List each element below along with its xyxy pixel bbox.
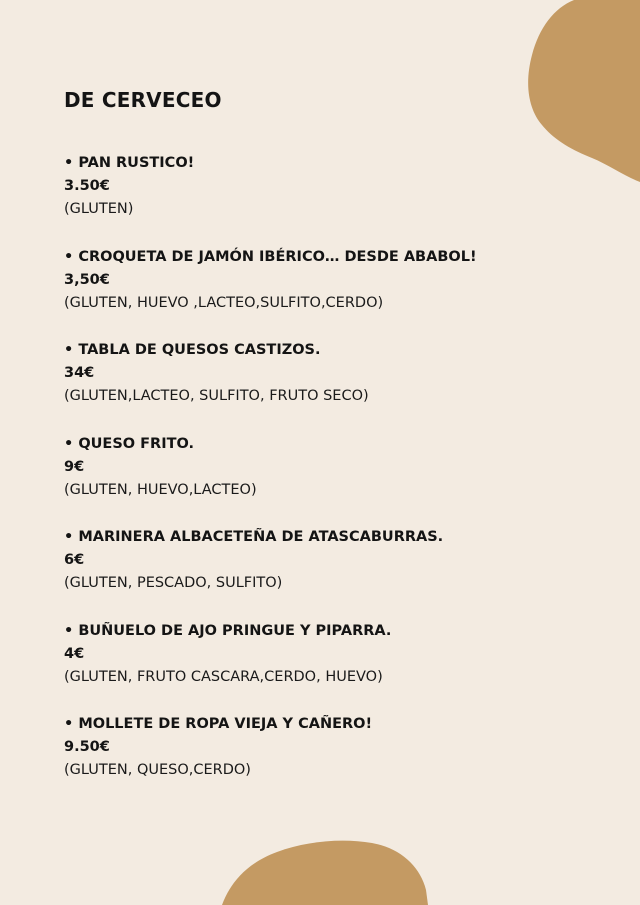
menu-item-price: 34€ <box>64 365 95 381</box>
menu-item <box>64 620 604 714</box>
menu-item-price: 3.50€ <box>64 178 110 194</box>
menu-item-allergens: (GLUTEN,LACTEO, SULFITO, FRUTO SECO) <box>64 388 369 404</box>
menu-item-name: • MARINERA ALBACETEÑA DE ATASCABURRAS. <box>64 529 444 545</box>
menu-item-price: 9€ <box>64 458 85 475</box>
menu-item-price: 6€ <box>64 552 85 568</box>
menu-item-name: • MOLLETE DE ROPA VIEJA Y CAÑERO! <box>64 716 373 732</box>
menu-title: DE CERVECEO <box>64 88 222 112</box>
menu-item <box>64 339 604 433</box>
menu-item-name: • CROQUETA DE JAMÓN IBÉRICO… DESDE ABABOL! <box>64 248 477 265</box>
menu-item <box>64 526 604 620</box>
menu-section <box>64 86 604 807</box>
decorative-blob-bottom <box>222 838 428 905</box>
menu-item-name: • BUÑUELO DE AJO PRINGUE Y PIPARRA. <box>64 622 392 639</box>
menu-item-name: • TABLA DE QUESOS CASTIZOS. <box>64 342 321 358</box>
menu-item-allergens: (GLUTEN, QUESO,CERDO) <box>64 762 251 778</box>
menu-item-price: 9.50€ <box>64 739 110 755</box>
menu-item <box>64 246 604 340</box>
menu-item <box>64 152 604 246</box>
menu-item-allergens: (GLUTEN) <box>64 201 134 217</box>
menu-item-allergens: (GLUTEN, HUEVO,LACTEO) <box>64 481 257 498</box>
menu-item-allergens: (GLUTEN, PESCADO, SULFITO) <box>64 575 283 591</box>
menu-item-allergens: (GLUTEN, FRUTO CASCARA,CERDO, HUEVO) <box>64 668 383 685</box>
menu-item <box>64 433 604 527</box>
menu-item-name: • PAN RUSTICO! <box>64 155 195 171</box>
menu-item <box>64 713 604 807</box>
menu-item-allergens: (GLUTEN, HUEVO ,LACTEO,SULFITO,CERDO) <box>64 294 384 311</box>
menu-item-name: • QUESO FRITO. <box>64 435 195 452</box>
menu-item-price: 4€ <box>64 645 85 662</box>
menu-item-price: 3,50€ <box>64 271 110 288</box>
